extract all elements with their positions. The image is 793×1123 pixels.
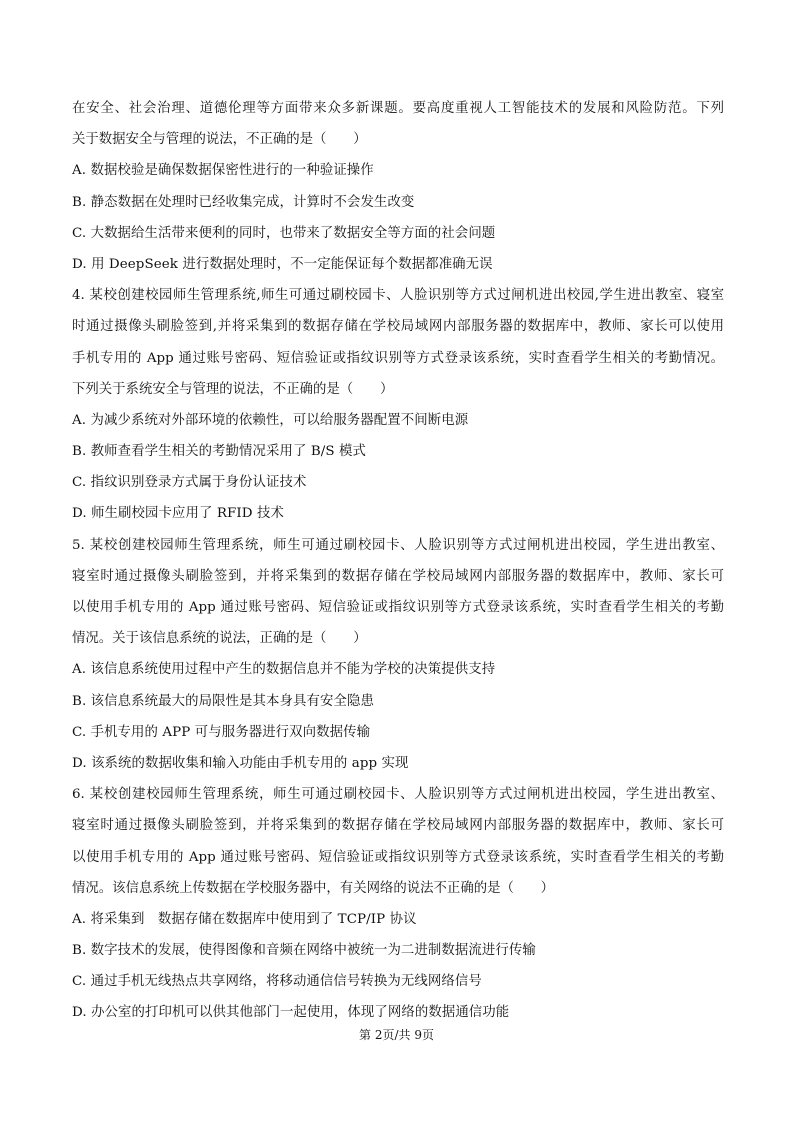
option-c: C. 指纹识别登录方式属于身份认证技术 [72, 475, 307, 491]
option-d: D. 办公室的打印机可以供其他部门一起使用，体现了网络的数据通信功能 [72, 1005, 510, 1021]
question-stem-line: 在安全、社会治理、道德伦理等方面带来众多新课题。要高度重视人工智能技术的发展和风险防范。下列 [72, 101, 724, 116]
option-b: B. 该信息系统最大的局限性是其本身具有安全隐患 [72, 693, 374, 709]
option-c: C. 通过手机无线热点共享网络，将移动通信信号转换为无线网络信号 [72, 974, 482, 990]
question-4-stem [72, 280, 724, 405]
page-content [72, 93, 724, 1029]
question-stem-line: 关于数据安全与管理的说法，不正确的是（ ） [72, 132, 367, 148]
question-4-options [72, 405, 724, 530]
question-stem-line: 5. 某校创建校园师生管理系统，师生可通过刷校园卡、人脸识别等方式过闸机进出校园，学生进出教室、 [72, 537, 724, 553]
question-stem-line: 寝室时通过摄像头刷脸签到，并将采集到的数据存储在学校局域网内部服务器的数据库中，教师、家长可 [72, 818, 724, 834]
option-b: B. 数字技术的发展，使得图像和音频在网络中被统一为二进制数据流进行传输 [72, 943, 536, 959]
question-stem-line: 手机专用的 App 通过账号密码、短信验证或指纹识别等方式登录该系统，实时查看学生相关的考勤情况。 [72, 350, 724, 366]
question-stem-line: 以使用手机专用的 App 通过账号密码、短信验证或指纹识别等方式登录该系统，实时查看学生相关的考勤 [72, 849, 724, 865]
page-number: 第 2页/共 9页 [359, 1028, 434, 1042]
question-6-stem [72, 779, 724, 904]
question-stem-line: 寝室时通过摄像头刷脸签到，并将采集到的数据存储在学校局域网内部服务器的数据库中，教师、家长可 [72, 568, 724, 584]
option-b: B. 静态数据在处理时已经收集完成，计算时不会发生改变 [72, 194, 415, 210]
option-a: A. 数据校验是确保数据保密性进行的一种验证操作 [72, 163, 374, 179]
question-3-stem [72, 93, 724, 155]
option-a: A. 该信息系统使用过程中产生的数据信息并不能为学校的决策提供支持 [72, 662, 496, 678]
question-6-options [72, 904, 724, 1029]
question-5-options [72, 654, 724, 779]
option-a: A. 将采集到 数据存储在数据库中使用到了 TCP/IP 协议 [72, 911, 417, 927]
option-a: A. 为减少系统对外部环境的依赖性，可以给服务器配置不间断电源 [72, 412, 469, 428]
option-d: D. 该系统的数据收集和输入功能由手机专用的 app 实现 [72, 755, 409, 771]
question-stem-line: 下列关于系统安全与管理的说法，不正确的是（ ） [72, 381, 394, 397]
question-stem-line: 6. 某校创建校园师生管理系统，师生可通过刷校园卡、人脸识别等方式过闸机进出校园，学生进出教室、 [72, 787, 724, 803]
question-stem-line: 以使用手机专用的 App 通过账号密码、短信验证或指纹识别等方式登录该系统，实时查看学生相关的考勤 [72, 600, 724, 615]
option-c: C. 大数据给生活带来便利的同时，也带来了数据安全等方面的社会问题 [72, 225, 496, 241]
option-d: D. 师生刷校园卡应用了 RFID 技术 [72, 506, 284, 522]
question-stem-line: 情况。该信息系统上传数据在学校服务器中，有关网络的说法不正确的是（ ） [72, 880, 555, 896]
question-stem-line: 情况。关于该信息系统的说法，正确的是（ ） [72, 631, 367, 647]
question-stem-line: 时通过摄像头刷脸签到,并将采集到的数据存储在学校局域网内部服务器的数据库中，教师、家长可以使用 [72, 319, 724, 335]
question-stem-line: 4. 某校创建校园师生管理系统,师生可通过刷校园卡、人脸识别等方式过闸机进出校园,学生进出教室、寝室 [72, 288, 724, 304]
question-3-options [72, 155, 724, 280]
option-b: B. 教师查看学生相关的考勤情况采用了 B/S 模式 [72, 444, 367, 460]
option-c: C. 手机专用的 APP 可与服务器进行双向数据传输 [72, 724, 371, 740]
question-5-stem [72, 530, 724, 655]
option-d: D. 用 DeepSeek 进行数据处理时，不一定能保证每个数据都准确无误 [72, 256, 493, 272]
